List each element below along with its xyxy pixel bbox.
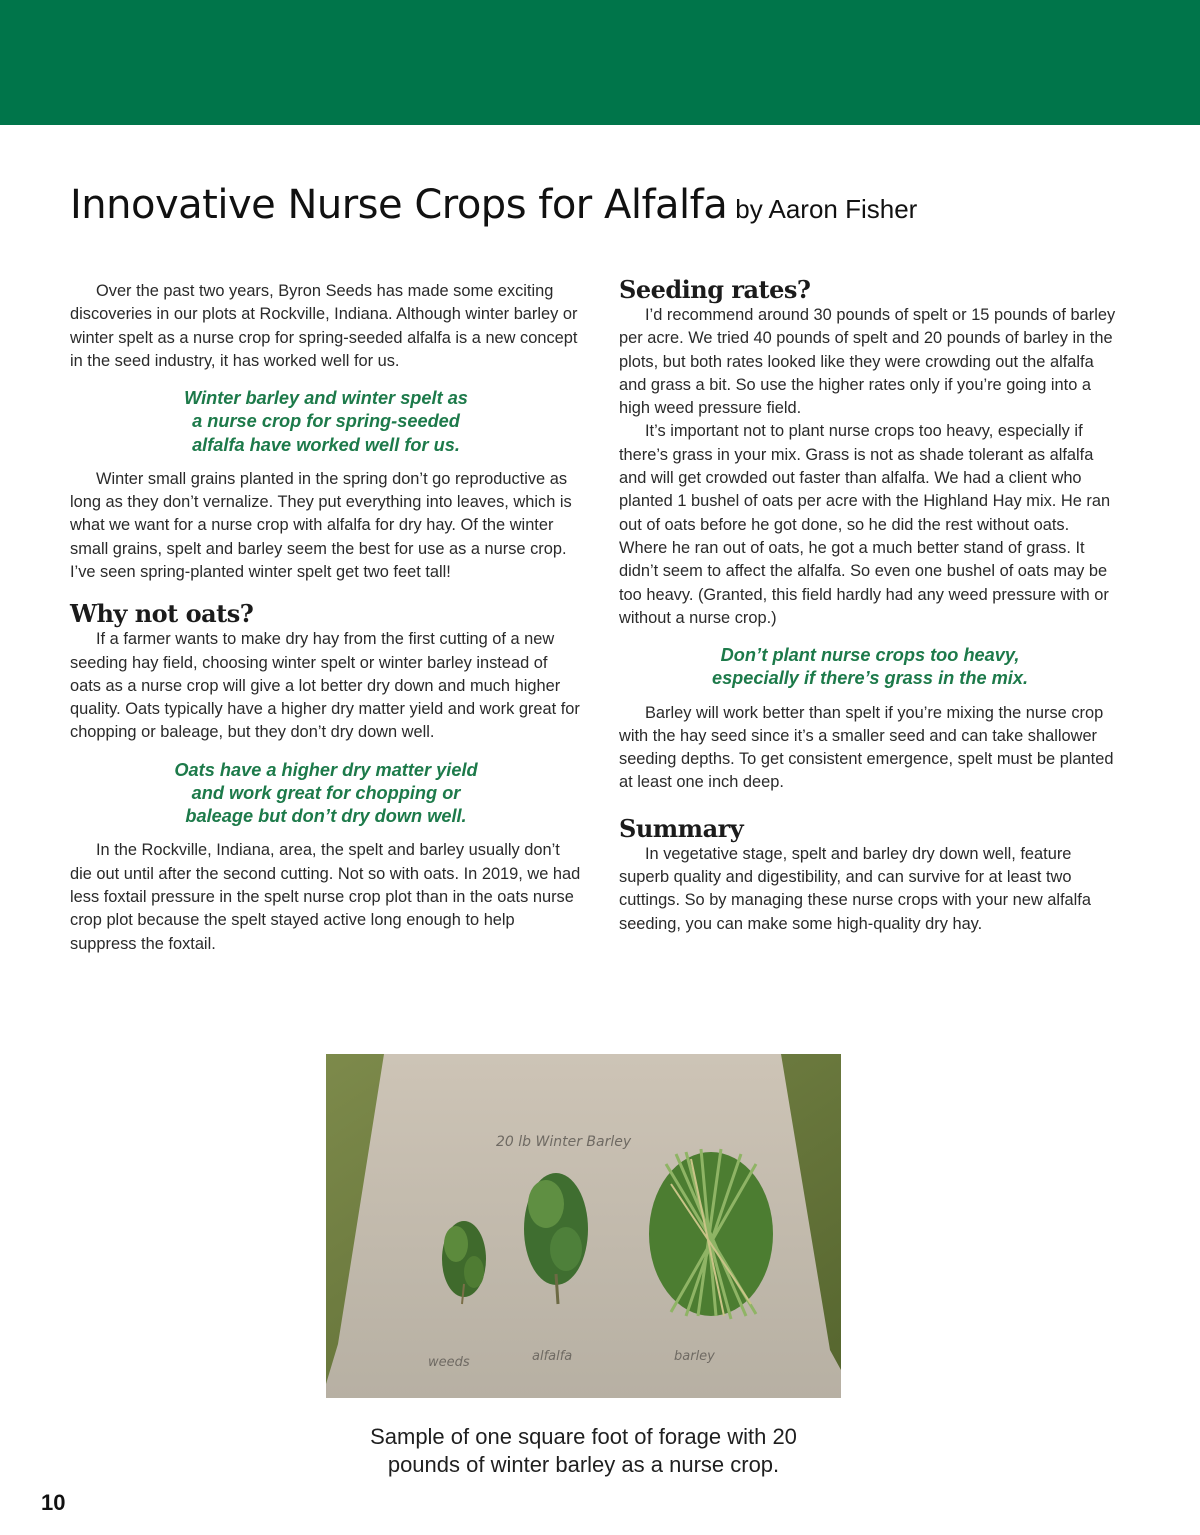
pull-quote-line: Don’t plant nurse crops too heavy, [720, 645, 1020, 666]
pull-quote-line: a nurse crop for spring-seeded [192, 411, 460, 432]
caption-line: pounds of winter barley as a nurse crop. [387, 1452, 780, 1477]
oats-paragraph: If a farmer wants to make dry hay from the first cutting of a new seeding hay field, choosing winter spelt or winter barley instead of oats as a nurse crop will give a lot better dry down and much higher quality. Oats typically have a higher dry matter yield and work great for chopping or baleage, but they don’t dry down well. [70, 630, 580, 742]
barley-label: barley [674, 1349, 715, 1364]
pull-quote-line: Winter barley and winter spelt as [184, 388, 468, 409]
seeding-rates-paragraph: I’d recommend around 30 pounds of spelt or 15 pounds of barley per acre. We tried 40 pounds of spelt and 20 pounds of barley in the plots, but both rates looked like they were crowding out the alfalfa and grass a bit. So use the higher rates only if you’re going into a high weed pressure field. [619, 306, 1116, 418]
pull-quote-line: alfalfa have worked well for us. [192, 434, 460, 455]
forage-sample-photo [326, 1054, 841, 1398]
pull-quote-too-heavy [619, 644, 1121, 690]
nurse-crop-heavy-paragraph: It’s important not to plant nurse crops too heavy, especially if there’s grass in your mix. Grass is not as shade tolerant as alfalfa and will get crowded out faster than alfalfa. We had a client who planted 1 bushel of oats per acre with the Highland Hay mix. He ran out of oats before he got done, so he did the rest without oats. Where he ran out of oats, he got a much better stand of grass. It didn’t seem to affect the alfalfa. So even one bushel of oats may be too heavy. (Granted, this field hardly had any weed pressure with or without a nurse crop.) [619, 422, 1111, 627]
intro-paragraph: Over the past two years, Byron Seeds has made some exciting discoveries in our plots at Rockville, Indiana. Although winter barley or winter spelt as a nurse crop for spring-seeded alfalfa is a new concept in the seed industry, it has worked well for us. [70, 282, 578, 370]
page-number: 10 [41, 1490, 66, 1515]
article-byline: by Aaron Fisher [735, 194, 918, 224]
weeds-label: weeds [428, 1355, 470, 1370]
forage-sample-illustration [326, 1054, 841, 1398]
barley-paragraph: Barley will work better than spelt if you’re mixing the nurse crop with the hay seed since it’s a smaller seed and can take shallower seeding depths. To get consistent emergence, spelt must be planted at least one inch deep. [619, 703, 1114, 792]
right-column [619, 276, 1121, 936]
caption-line: Sample of one square foot of forage with 20 [370, 1424, 797, 1449]
article-title-block [70, 182, 1150, 228]
heading-summary: Summary [619, 813, 744, 843]
pull-quote-barley-spelt [70, 387, 582, 457]
rockville-paragraph: In the Rockville, Indiana, area, the spelt and barley usually don’t die out until after the second cutting. Not so with oats. In 2019, we had less foxtail pressure in the spelt nurse crop plot than in the oats nurse crop plot because the spelt stayed active long enough to help suppress the foxtail. [70, 841, 581, 953]
left-column [70, 280, 582, 956]
heading-seeding-rates: Seeding rates? [619, 275, 811, 304]
pull-quote-oats [70, 759, 582, 829]
alfalfa-label: alfalfa [532, 1349, 573, 1364]
article-title: Innovative Nurse Crops for Alfalfa [70, 182, 728, 228]
winter-grains-paragraph: Winter small grains planted in the spring don’t go reproductive as long as they don’t vernalize. They put everything into leaves, which is what we want for a nurse crop with alfalfa for dry hay. Of the winter small grains, spelt and barley seem the best for use as a nurse crop. I’ve seen spring-planted winter spelt get two feet tall! [70, 469, 572, 581]
pull-quote-line: Oats have a higher dry matter yield [174, 759, 478, 780]
pull-quote-line: especially if there’s grass in the mix. [711, 668, 1029, 689]
header-color-band [0, 0, 1200, 125]
board-label: 20 lb Winter Barley [496, 1134, 632, 1150]
photo-caption [326, 1423, 841, 1479]
summary-paragraph: In vegetative stage, spelt and barley dry down well, feature superb quality and digestibility, and can survive for at least two cuttings. So by managing these nurse crops with your new alfalfa seeding, you can make some high-quality dry hay. [619, 844, 1091, 933]
pull-quote-line: baleage but don’t dry down well. [185, 806, 467, 827]
pull-quote-line: and work great for chopping or [191, 782, 461, 803]
heading-why-not-oats: Why not oats? [70, 599, 254, 629]
